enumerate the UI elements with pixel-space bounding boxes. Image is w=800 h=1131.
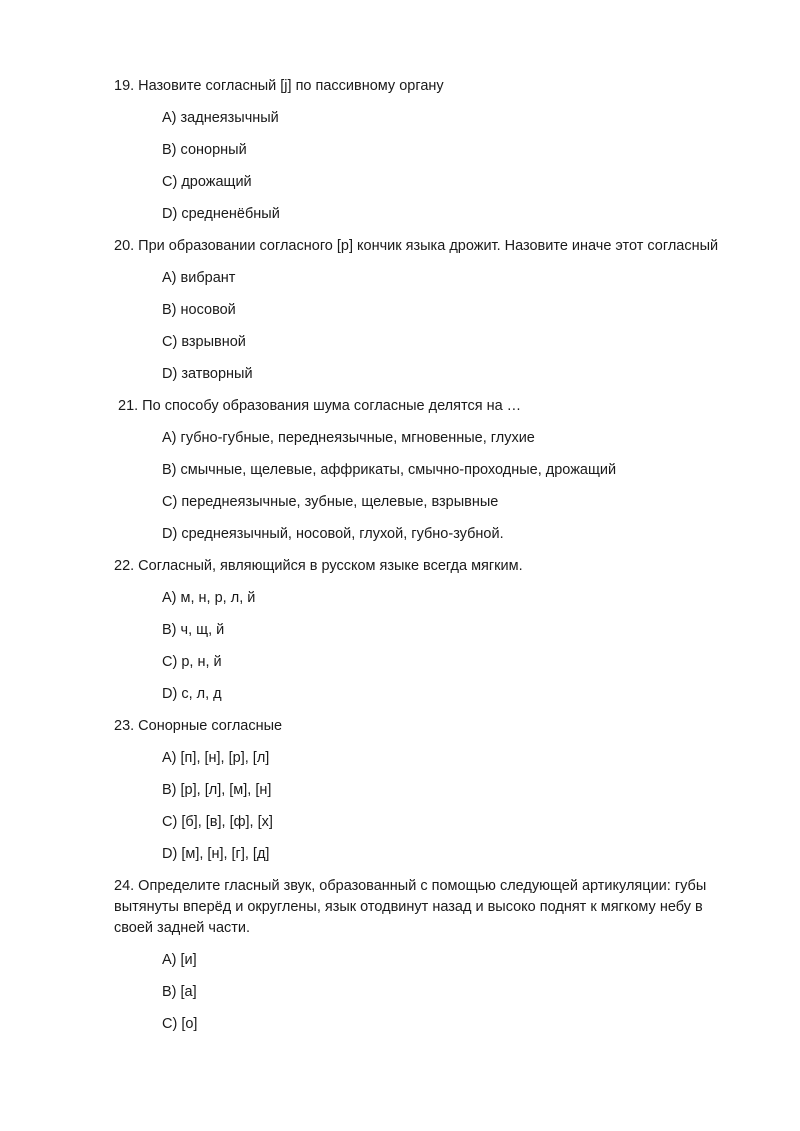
question-19: 19. Назовите согласный [j] по пассивному органу [114, 78, 444, 94]
option-23-d: D) [м], [н], [г], [д] [162, 846, 270, 862]
option-19-b: В) сонорный [162, 142, 247, 158]
option-20-d: D) затворный [162, 366, 253, 382]
option-23-a: А) [п], [н], [р], [л] [162, 750, 270, 766]
question-23: 23. Сонорные согласные [114, 718, 283, 734]
question-22: 22. Согласный, являющийся в русском языке всегда мягким. [114, 558, 523, 574]
option-21-c: С) переднеязычные, зубные, щелевые, взрывные [162, 494, 499, 510]
option-21-d: D) среднеязычный, носовой, глухой, губно-зубной. [162, 526, 504, 542]
option-22-d: D) с, л, д [162, 686, 222, 702]
option-20-c: С) взрывной [162, 334, 246, 350]
option-24-b: В) [а] [162, 984, 197, 1000]
option-21-a: А) губно-губные, переднеязычные, мгновенные, глухие [162, 430, 535, 446]
option-23-b: В) [р], [л], [м], [н] [162, 782, 272, 798]
option-19-c: С) дрожащий [162, 174, 252, 190]
option-21-b: В) смычные, щелевые, аффрикаты, смычно-проходные, дрожащий [162, 462, 617, 478]
option-20-b: В) носовой [162, 302, 236, 318]
option-19-d: D) средненёбный [162, 206, 280, 222]
option-23-c: С) [б], [в], [ф], [х] [162, 814, 273, 830]
question-20: 20. При образовании согласного [р] кончик языка дрожит. Назовите иначе этот согласный [114, 238, 719, 254]
option-20-a: А) вибрант [162, 270, 236, 286]
question-21: 21. По способу образования шума согласные делятся на … [118, 398, 522, 414]
option-22-c: С) р, н, й [162, 654, 222, 670]
option-22-b: В) ч, щ, й [162, 622, 225, 638]
option-24-c: С) [о] [162, 1016, 198, 1032]
question-24: 24. Определите гласный звук, образованный с помощью следующей артикуляции: губы вытянуты вперёд и округлены, язык отодвинут назад и высоко поднят к мягкому небу в своей задней части. [114, 878, 707, 936]
option-19-a: А) заднеязычный [162, 110, 279, 126]
option-24-a: А) [и] [162, 952, 197, 968]
option-22-a: А) м, н, р, л, й [162, 590, 256, 606]
